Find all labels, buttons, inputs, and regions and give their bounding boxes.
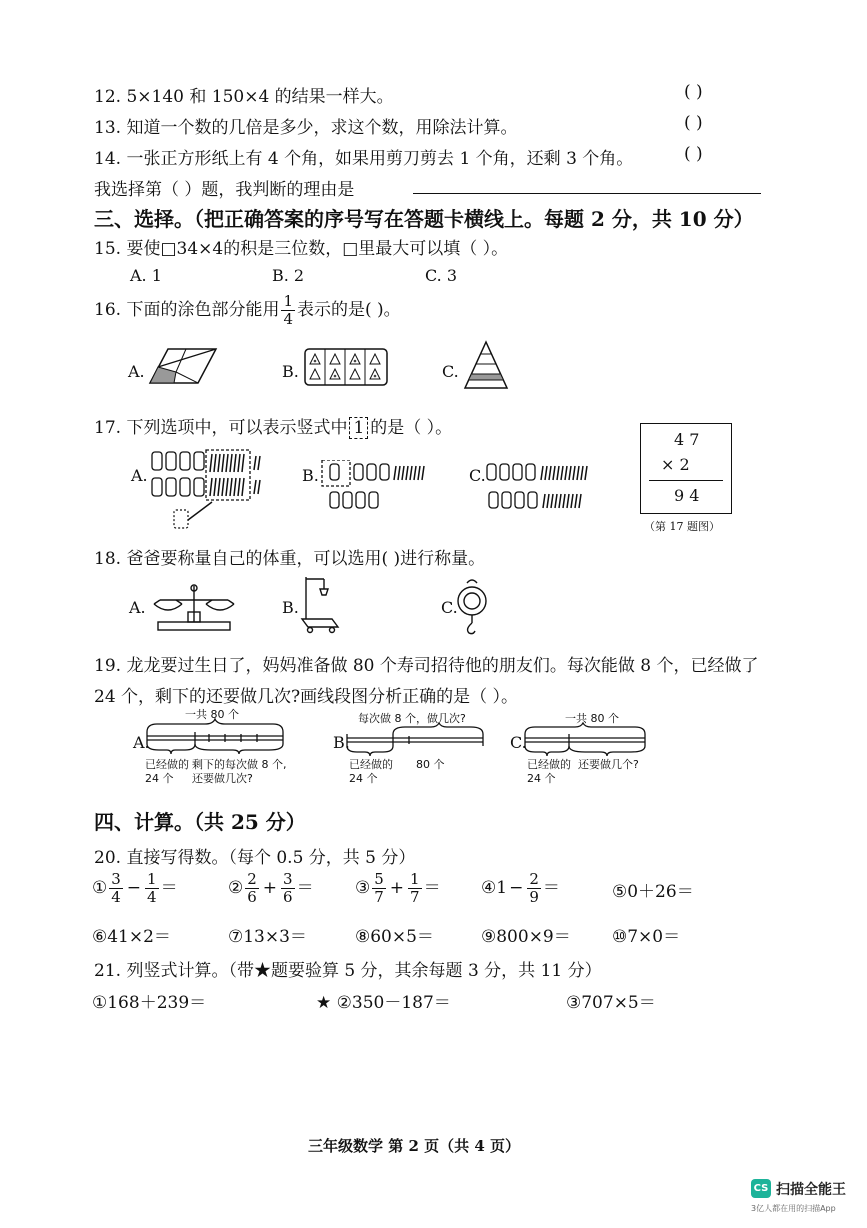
calc-row-1: 4 7 xyxy=(674,430,700,449)
q16-label-a[interactable]: A. xyxy=(128,362,145,381)
q19-label-a[interactable]: A. xyxy=(133,733,150,752)
q19-a-right-label: 剩下的每次做 8 个, xyxy=(192,758,287,771)
section4-heading: 四、计算。（共 25 分） xyxy=(94,810,306,834)
q12-text: 12. 5×140 和 150×4 的结果一样大。 xyxy=(94,87,394,107)
scanner-brand: 扫描全能王 xyxy=(776,1182,846,1198)
q19-b-top-label: 每次做 8 个，做几次? xyxy=(358,712,466,725)
choose-reason-text: 我选择第（ ）题，我判断的理由是 xyxy=(94,180,355,200)
calc-row-2: × 2 xyxy=(661,455,690,474)
q21-text: 21. 列竖式计算。（带★题要验算 5 分，其余每题 3 分，共 11 分） xyxy=(94,961,602,981)
q19-text-line2: 24 个，剩下的还要做几次?画线段图分析正确的是（ ）。 xyxy=(94,687,519,707)
q18-figure-c-hanging-scale xyxy=(455,577,489,637)
q17-figure-c-sticks xyxy=(485,460,595,516)
reason-answer-line[interactable] xyxy=(413,193,761,194)
q20-item-8[interactable]: ⑧60×5＝ xyxy=(355,927,434,947)
q20-item-3[interactable]: ③ $\frac{5}{7}$ + $\frac{1}{7}$ ＝ xyxy=(355,870,441,906)
q20-text: 20. 直接写得数。（每个 0.5 分，共 5 分） xyxy=(94,848,416,868)
q19-b-left-value: 24 个 xyxy=(349,772,378,785)
q17-text: 17. 下列选项中，可以表示竖式中 1 的是（ ）。 xyxy=(94,418,453,438)
q19-text-line1: 19. 龙龙要过生日了，妈妈准备做 80 个寿司招待他的朋友们。每次能做 8 个，已经做了 xyxy=(94,656,759,676)
q18-label-b[interactable]: B. xyxy=(282,598,299,617)
q19-a-left-label: 已经做的 xyxy=(145,758,189,771)
q17-vertical-calc-box xyxy=(640,423,732,514)
q19-b-left-label: 已经做的 xyxy=(349,758,393,771)
q19-c-right-label: 还要做几个? xyxy=(578,758,639,771)
q15-text: 15. 要使□34×4的积是三位数，□里最大可以填（ ）。 xyxy=(94,239,509,259)
q20-item-7[interactable]: ⑦13×3＝ xyxy=(228,927,307,947)
section3-heading: 三、选择。（把正确答案的序号写在答题卡横线上。每题 2 分，共 10 分） xyxy=(94,207,754,231)
calc-row-3: 9 4 xyxy=(674,486,700,505)
q19-c-top-label: 一共 80 个 xyxy=(565,712,619,725)
q17-label-a[interactable]: A. xyxy=(131,466,148,485)
q20-item-2[interactable]: ② $\frac{2}{6}$ + $\frac{3}{6}$ ＝ xyxy=(228,870,314,906)
q13-text: 13. 知道一个数的几倍是多少，求这个数，用除法计算。 xyxy=(94,118,518,138)
q20-item-9[interactable]: ⑨800×9＝ xyxy=(481,927,571,947)
q19-a-right-question: 还要做几次? xyxy=(192,772,253,785)
q18-label-c[interactable]: C. xyxy=(441,598,458,617)
q16-figure-c-triangle xyxy=(462,340,510,390)
q17-boxed-digit: 1 xyxy=(349,417,368,439)
q19-label-b[interactable]: B. xyxy=(333,733,350,752)
q12-answer-paren[interactable]: ( ) xyxy=(684,82,703,102)
q16-figure-a-parallelogram xyxy=(146,345,218,387)
q13-answer-paren[interactable]: ( ) xyxy=(684,113,703,133)
q19-b-right-label: 80 个 xyxy=(416,758,445,771)
q19-a-top-label: 一共 80 个 xyxy=(185,708,239,721)
q19-a-left-value: 24 个 xyxy=(145,772,174,785)
q16-text: 16. 下面的涂色部分能用 $\frac{1}{4}$ 表示的是( )。 xyxy=(94,292,401,328)
q18-figure-a-balance-scale xyxy=(150,582,238,632)
q16-label-b[interactable]: B. xyxy=(282,362,299,381)
q15-option-a[interactable]: A. 1 xyxy=(130,266,162,285)
q19-c-left-value: 24 个 xyxy=(527,772,556,785)
q19-a-segment-diagram xyxy=(145,718,285,758)
q14-answer-paren[interactable]: ( ) xyxy=(684,144,703,164)
q14-text: 14. 一张正方形纸上有 4 个角，如果用剪刀剪去 1 个角，还剩 3 个角。 xyxy=(94,149,634,169)
q20-item-6[interactable]: ⑥41×2＝ xyxy=(92,927,171,947)
scanner-logo-icon: CS xyxy=(751,1179,771,1198)
q17-label-c[interactable]: C. xyxy=(469,466,486,485)
q21-item-1[interactable]: ①168＋239＝ xyxy=(92,993,207,1013)
q21-item-3[interactable]: ③707×5＝ xyxy=(566,993,656,1013)
scanner-tagline: 3亿人都在用的扫描App xyxy=(751,1204,836,1213)
q15-option-b[interactable]: B. 2 xyxy=(272,266,305,285)
q20-item-10[interactable]: ⑩7×0＝ xyxy=(612,927,681,947)
q17-figure-caption: （第 17 题图） xyxy=(644,520,720,533)
q16-figure-b-triangle-grid xyxy=(303,347,389,387)
q18-text: 18. 爸爸要称量自己的体重，可以选用( )进行称量。 xyxy=(94,549,486,569)
q19-label-c[interactable]: C. xyxy=(510,733,527,752)
q17-figure-a-sticks xyxy=(148,448,273,534)
q19-c-segment-diagram xyxy=(523,722,648,758)
q19-b-segment-diagram xyxy=(345,722,485,758)
q19-c-left-label: 已经做的 xyxy=(527,758,571,771)
calc-divider xyxy=(649,480,723,481)
q16-label-c[interactable]: C. xyxy=(442,362,459,381)
q20-item-5[interactable]: ⑤0＋26＝ xyxy=(612,882,694,902)
q18-figure-b-platform-scale xyxy=(298,573,342,635)
q16-fraction: $\frac{1}{4}$ xyxy=(283,292,293,328)
q17-figure-b-sticks xyxy=(320,460,450,516)
page-footer: 三年级数学 第 2 页（共 4 页） xyxy=(308,1137,520,1155)
q20-item-4[interactable]: ④1 − $\frac{2}{9}$ ＝ xyxy=(481,870,560,906)
q20-item-1[interactable]: ① $\frac{3}{4}$ − $\frac{1}{4}$ ＝ xyxy=(92,870,178,906)
q21-item-2-starred[interactable]: ★ ②350－187＝ xyxy=(316,993,451,1013)
q17-label-b[interactable]: B. xyxy=(302,466,319,485)
q15-option-c[interactable]: C. 3 xyxy=(425,266,458,285)
q18-label-a[interactable]: A. xyxy=(129,598,146,617)
